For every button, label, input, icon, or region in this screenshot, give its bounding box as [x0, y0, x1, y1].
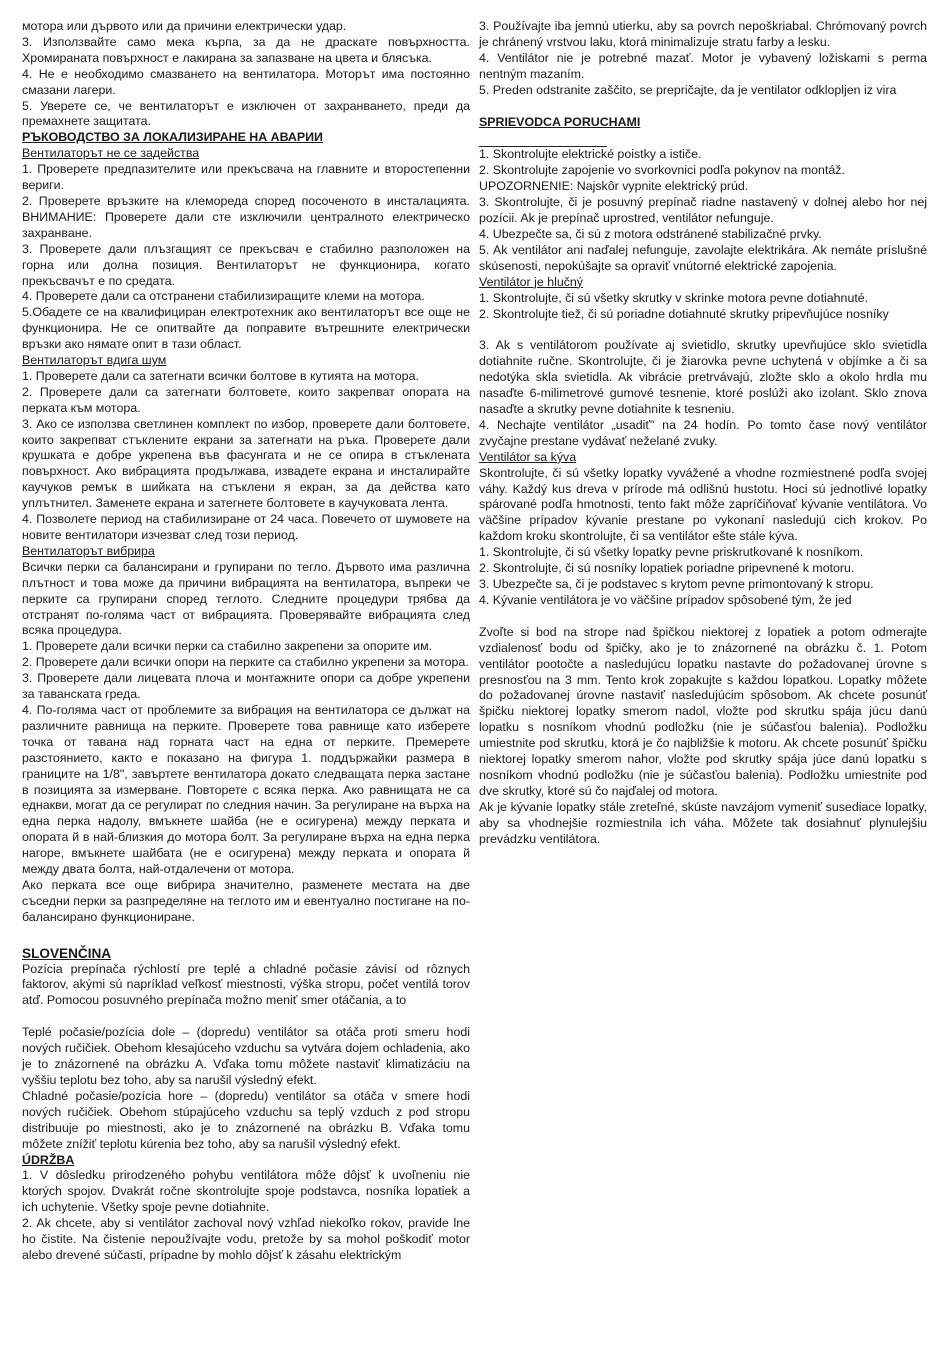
sk-noise-heading: Ventilátor je hlučný: [479, 274, 584, 289]
sk-troubleshooting-heading: SPRIEVODCA PORUCHAMI: [479, 114, 641, 129]
paragraph: 3. Проверете дали плъзгащият се прекъсвач е стабилно разположен на горна или долна позиция. Вентилаторът не функционира, когато прекъсвачът е по средата.: [22, 241, 470, 288]
left-column: [22, 19, 470, 1264]
paragraph: 2. Skontrolujte zapojenie vo svorkovnici podľa pokynov na montáž.: [479, 163, 845, 178]
spacer: [479, 322, 927, 338]
paragraph: Pozícia prepínača rýchlostí pre teplé a chladné počasie závisí od rôznych faktorov, akými sú napríklad veľkosť miestnosti, výška stropu, počet ventilá torov atď. Pomocou posuvného prepínača možno meniť smer otáčania, a to: [22, 961, 470, 1008]
paragraph: 5. Preden odstranite zaščito, se prepričajte, da je ventilator odklopljen iz vira: [479, 82, 897, 97]
sk-wobble-list-cont: [479, 625, 927, 848]
paragraph: 5.Обадете се на квалифициран електротехник ако вентилаторът все още не функционира. Не се опитвайте да поправите вътрешните електрически връзки ако нямате опит в тази област.: [22, 305, 470, 352]
paragraph: 1. Проверете дали са затегнати всички болтове в кутията на мотора.: [22, 368, 419, 383]
sk-intro-list: [22, 962, 470, 1010]
paragraph: 5. Ak ventilátor ani naďalej nefunguje, zavolajte elektrikára. Ak nemáte príslušné skúsenosti, nepokúšajte sa opraviť vnútorné elektrické zapojenia.: [479, 242, 927, 273]
paragraph: 4. Не е необходимо смазването на вентилатора. Моторът има постоянно смазани лагери.: [22, 66, 470, 97]
spacer: [22, 1009, 470, 1025]
paragraph: 3. Ak s ventilátorom používate aj svietidlo, skrutky upevňujúce sklo svietidla dotiahnite ručne. Skontrolujte, či je žiarovka pevne uchytená v objímke a či sa nedotýka skla svietidla. Ak vibrácie pretrvávajú, zložte sklo a okolo hrdla mu nasaďte 6-milimetrové gumové tesnenie, ktoré poslúži ako izolant. Sklo znova nasaďte a skrutky pevne dotiahnite k tesneniu.: [479, 338, 927, 417]
paragraph: Ако перката все още вибрира значително, разменете местата на две съседни перки за разпределяне на теглото им и евентуално постигане на по-балансирано функциониране.: [22, 877, 470, 924]
bg-noise-heading: Вентилаторът вдига шум: [22, 353, 167, 368]
paragraph: 5. Уверете се, че вентилаторът е изключен от захранването, преди да премахнете защитата.: [22, 98, 470, 129]
right-column: [479, 19, 927, 848]
bg-vibration-heading: Вентилаторът вибрира: [22, 543, 155, 558]
paragraph: 2. Skontrolujte, či sú nosníky lopatiek poriadne pripevnené k motoru.: [479, 561, 855, 576]
paragraph: 4. Ubezpečte sa, či sú z motora odstránené stabilizačné prvky.: [479, 226, 822, 241]
paragraph: 3. Ако се използва светлинен комплект по избор, проверете дали болтовете, които закрепват стъклените екрани за затегнати на ръка. Проверете дали крушката е добре укрепена във фасунгата и не се опира в стъклената повърхност. Ако вибрацията продължава, извадете екрана и инсталирайте каучуков ремък в шийката на стъклени я екран, за да действа като уплътнител. Заменете екрана и затегнете болтовете в каучуковата лента.: [22, 416, 470, 511]
paragraph: 4. Nechajte ventilátor „usadiť" na 24 hodín. Po tomto čase nový ventilátor zvyčajne prestane vydávať neželané zvuky.: [479, 417, 927, 448]
bg-intro-list: [22, 19, 470, 130]
paragraph: 3. Проверете дали лицевата плоча и монтажните опори са добре укрепени за таванската греда.: [22, 671, 470, 702]
paragraph: мотора или дървото или да причини електрически удар.: [22, 19, 347, 33]
sk-section-heading: SLOVENČINA: [22, 945, 112, 961]
paragraph: 2. Проверете дали всички опори на перките са стабилно укрепени за мотора.: [22, 655, 469, 670]
paragraph: 1. Проверете дали всички перки са стабилно закрепени за опорите им.: [22, 639, 433, 654]
sk-maintenance-cont-list: [479, 19, 927, 99]
paragraph: 1. Skontrolujte elektrické poistky a ističe.: [479, 147, 702, 162]
sk-noise-list: [479, 291, 927, 323]
paragraph: UPOZORNENIE: Najskôr vypnite elektrický prúd.: [479, 179, 749, 194]
paragraph: 3. Používajte iba jemnú utierku, aby sa povrch nepoškriabal. Chrómovaný povrch je chránený vrstvou laku, ktorá minimalizuje stratu farby a lesku.: [479, 19, 927, 49]
sk-wobble-heading: Ventilátor sa kýva: [479, 449, 577, 464]
paragraph: 4. Позволете период на стабилизиране от 24 часа. Повечето от шумовете на новите вентилатори изчезват след този период.: [22, 512, 470, 542]
sk-seasons-list: [22, 1025, 470, 1152]
paragraph: Всички перки са балансирани и групирани по тегло. Дървото има различна плътност и това може да причини вибрацията на вентилатора, въпреки че перките са групирани според теглото. Следните процедури трябва да отстранят по-голяма част от вибрацията. Проверявайте вибрацията след всяка процедура.: [22, 559, 470, 638]
paragraph: 2. Проверете дали са затегнати болтовете, които закрепват опората на перката към мотора.: [22, 384, 470, 415]
paragraph: 1. Skontrolujte, či sú všetky lopatky pevne priskrutkované k nosníkom.: [479, 545, 864, 560]
bg-vibration-list: [22, 560, 470, 926]
heading-rule: [479, 130, 607, 147]
bg-not-starting-heading: Вентилаторът не се задейства: [22, 146, 200, 161]
sk-wobble-list: [479, 466, 927, 609]
paragraph: 3. Skontrolujte, či je posuvný prepínač riadne nastavený v dolnej alebo hor nej pozícii. Ak je prepínač uprostred, ventilátor nefunguje.: [479, 195, 927, 226]
paragraph: Zvoľte si bod na strope nad špičkou niektorej z lopatiek a potom odmerajte vzdialenosť bodu od špičky, ako je to znázornené na obrázku č. 1. Potom ventilátor pootočte a nasledujúcu lopatku nastavte do požadovanej úrovne s presnosťou na 3 mm. Tento krok zopakujte s každou lopatkou. Lopatky môžete do požadovanej úrovne nastaviť nasledujúcim spôsobom. Ak chcete posunúť špičku niektorej lopatky smerom nadol, vložte pod skrutku spája júcu danú lopatku s nosníkom vhodnú podložku (nie je súčasťou balenia). Podložku umiestnite pod skrutku, ktorá je čo najbližšie k motoru. Ak chcete posunúť špičku niektorej lopatky smerom nahor, vložte pod skrutky spája júce danú lopatku s nosníkom vhodnú podložku (nie je súčasťou balenia). Podložku umiestnite pod dve skrutky, ktoré sú čo najďalej od motora.: [479, 624, 927, 798]
paragraph: 3. Ubezpečte sa, či je podstavec s krytom pevne primontovaný k stropu.: [479, 577, 874, 591]
paragraph: Skontrolujte, či sú všetky lopatky vyvážené a vhodne rozmiestnené podľa svojej váhy. Každý kus dreva v prírode má odlišnú hustotu. Hoci sú jednotlivé lopatky spárované podľa hmotnosti, tento fakt môže zapríčiňovať kývanie ventilátora. Vo väčšine prípadov kývanie prestane po vykonaní nasledujú cich krokov. Po každom kroku skontrolujte, či sa ventilátor ešte stále kýva.: [479, 465, 927, 544]
paragraph: 4. Проверете дали са отстранени стабилизиращите клеми на мотора.: [22, 289, 425, 304]
paragraph: 4. Ventilátor nie je potrebné mazať. Motor je vybavený ložiskami s perma nentným mazaním.: [479, 50, 927, 81]
sk-noise-list-cont: [479, 338, 927, 449]
spacer: [479, 99, 927, 115]
paragraph: 4. Kývanie ventilátora je vo väčšine prípadov spôsobené tým, že jed: [479, 592, 852, 607]
paragraph: Teplé počasie/pozícia dole – (dopredu) ventilátor sa otáča proti smeru hodi nových ručičiek. Obehom klesajúceho vzduchu sa vytvára dojem ochladenia, ako je to znázornené na obrázku A. Vďaka tomu môžete nastaviť klimatizáciu na vyššiu teplotu bez toho, aby sa narušil výsledný efekt.: [22, 1025, 470, 1087]
sk-maintenance-heading: ÚDRŽBA: [22, 1152, 75, 1167]
paragraph: 1. Проверете предпазителите или прекъсвача на главните и второстепенни вериги.: [22, 162, 470, 193]
paragraph: 1. V dôsledku prirodzeného pohybu ventilátora môže dôjsť k uvoľneniu nie ktorých spojov. Dvakrát ročne skontrolujte spoje podstavca, nosníka lopatiek a ich uchytenie. Všetky spoje pevne dotiahnite.: [22, 1168, 470, 1215]
paragraph: 1. Skontrolujte, či sú všetky skrutky v skrinke motora pevne dotiahnuté.: [479, 290, 869, 305]
paragraph: 4. По-голяма част от проблемите за вибрация на вентилатора се дължат на различните равнища на перките. Проверете това равнище като изберете точка от тавана над горната част на една от перките. Премерете разстоянието, както е показано на фигура 1. поддържайки размера в границите на 1/8", завъртете вентилатора докато следващата перка застане в позицията за измерване. Повторете с всяка перка. Ако равнищата не са еднакви, могат да се регулират по следния начин. За регулиране на върха на една перка надолу, вмъкнете шайба (не е осигурена) между перката и опората й в най-близкия до мотора болт. За регулиране върха на една перка нагоре, вмъкнете шайбата (не е осигурена) между перката и опората й между двата болта, най-отдалечени от мотора.: [22, 702, 470, 877]
sk-maintenance-list: [22, 1168, 470, 1263]
paragraph: 3. Използвайте само мека кърпа, за да не драскате повърхността. Хромираната повърхност е лакирана за запазване на цвета и блясъка.: [22, 34, 470, 65]
bg-not-starting-list: [22, 162, 470, 353]
paragraph: 2. Проверете връзките на клемореда според посоченото в инсталацията. ВНИМАНИЕ: Проверете дали сте изключили централното електрическо захранване.: [22, 193, 470, 240]
bg-troubleshooting-heading: РЪКОВОДСТВО ЗА ЛОКАЛИЗИРАНЕ НА АВАРИИ: [22, 130, 323, 145]
sk-not-starting-list: [479, 147, 927, 274]
spacer: [479, 609, 927, 625]
paragraph: Ak je kývanie lopatky stále zreteľné, skúste navzájom vymeniť susediace lopatky, aby sa vhodnejšie rozmiestnila ich váha. Môžete tak dosiahnuť plynulejšiu prevádzku ventilátora.: [479, 799, 927, 846]
paragraph: 2. Ak chcete, aby si ventilátor zachoval nový vzhľad niekoľko rokov, pravide lne ho čistite. Na čistenie nepoužívajte vodu, pretože by sa mohol poškodiť motor alebo drevené súčasti, prípadne by mohlo dôjsť k zásahu elektrickým: [22, 1216, 470, 1262]
paragraph: 2. Skontrolujte tiež, či sú poriadne dotiahnuté skrutky pripevňujúce nosníky: [479, 306, 889, 321]
bg-noise-list: [22, 369, 470, 544]
paragraph: Chladné počasie/pozícia hore – (dopredu) ventilátor sa otáča v smere hodi nových ručičiek. Obehom stúpajúceho vzduchu sa teplý vzduch z pod stropu distribuuje po miestnosti, ako je to znázornené na obrázku B. Vďaka tomu môžete znížiť teplotu kúrenia bez toho, aby sa narušil výsledný efekt.: [22, 1088, 470, 1151]
